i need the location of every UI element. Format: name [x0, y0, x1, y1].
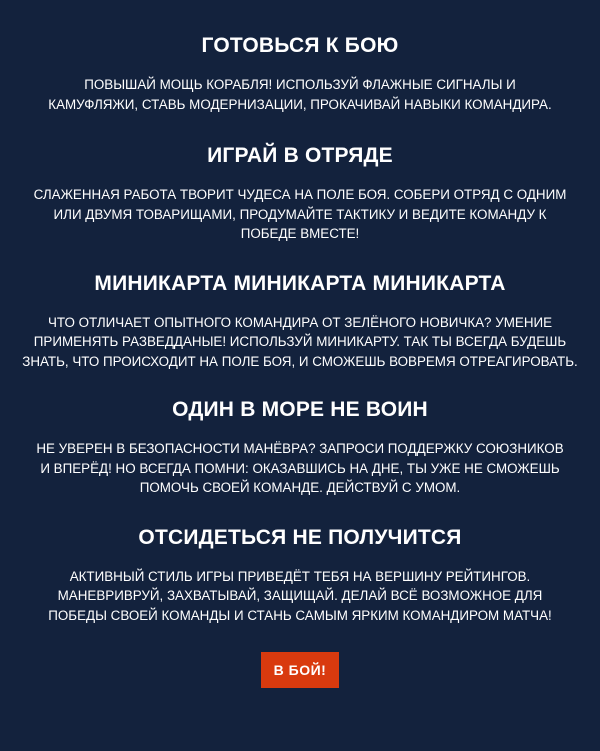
section-teamwork — [0, 397, 600, 498]
section-title: ИГРАЙ В ОТРЯДЕ — [207, 144, 393, 167]
section-text: СЛАЖЕННАЯ РАБОТА ТВОРИТ ЧУДЕСА НА ПОЛЕ БОЯ. СОБЕРИ ОТРЯД С ОДНИМ ИЛИ ДВУМЯ ТОВАРИЩАМИ, ПРОДУМАЙТЕ ТАКТИКУ И ВЕДИТЕ КОМАНДУ К ПОБЕДЕ ВМЕСТЕ! — [33, 187, 567, 241]
cta-container — [0, 652, 600, 688]
section-play-in-squad — [0, 143, 600, 244]
section-prepare-for-battle — [0, 33, 600, 114]
section-text: ПОВЫШАЙ МОЩЬ КОРАБЛЯ! ИСПОЛЬЗУЙ ФЛАЖНЫЕ СИГНАЛЫ И КАМУФЛЯЖИ, СТАВЬ МОДЕРНИЗАЦИИ, ПРОКАЧИВАЙ НАВЫКИ КОМАНДИРА. — [48, 77, 552, 112]
section-text: АКТИВНЫЙ СТИЛЬ ИГРЫ ПРИВЕДЁТ ТЕБЯ НА ВЕРШИНУ РЕЙТИНГОВ. МАНЕВРИВРУЙ, ЗАХВАТЫВАЙ, ЗАЩИЩАЙ. ДЕЛАЙ ВСЁ ВОЗМОЖНОЕ ДЛЯ ПОБЕДЫ СВОЕЙ КОМАНДЫ И СТАНЬ САМЫМ ЯРКИМ КОМАНДИРОМ МАТЧА! — [48, 568, 552, 623]
section-title: МИНИКАРТА МИНИКАРТА МИНИКАРТА — [94, 271, 506, 295]
section-minimap — [0, 271, 600, 372]
to-battle-button[interactable]: В БОЙ! — [261, 652, 340, 688]
section-text: ЧТО ОТЛИЧАЕТ ОПЫТНОГО КОМАНДИРА ОТ ЗЕЛЁНОГО НОВИЧКА? УМЕНИЕ ПРИМЕНЯТЬ РАЗВЕДДАНЫЕ! ИСПОЛЬЗУЙ МИНИКАРТУ. ТАК ТЫ ВСЕГДА БУДЕШЬ ЗНАТЬ, ЧТО ПРОИСХОДИТ НА ПОЛЕ БОЯ, И СМОЖЕШЬ ВОВРЕМЯ ОТРЕАГИРОВАТЬ. — [22, 314, 578, 369]
section-active-play — [0, 525, 600, 626]
section-title: ГОТОВЬСЯ К БОЮ — [201, 34, 399, 57]
section-title: ОТСИДЕТЬСЯ НЕ ПОЛУЧИТСЯ — [138, 525, 462, 549]
section-text: НЕ УВЕРЕН В БЕЗОПАСНОСТИ МАНЁВРА? ЗАПРОСИ ПОДДЕРЖКУ СОЮЗНИКОВ И ВПЕРЁД! НО ВСЕГДА ПОМНИ: ОКАЗАВШИСЬ НА ДНЕ, ТЫ УЖЕ НЕ СМОЖЕШЬ ПОМОЧЬ СВОЕЙ КОМАНДЕ. ДЕЙСТВУЙ С УМОМ. — [36, 441, 564, 495]
section-title: ОДИН В МОРЕ НЕ ВОИН — [172, 398, 428, 421]
